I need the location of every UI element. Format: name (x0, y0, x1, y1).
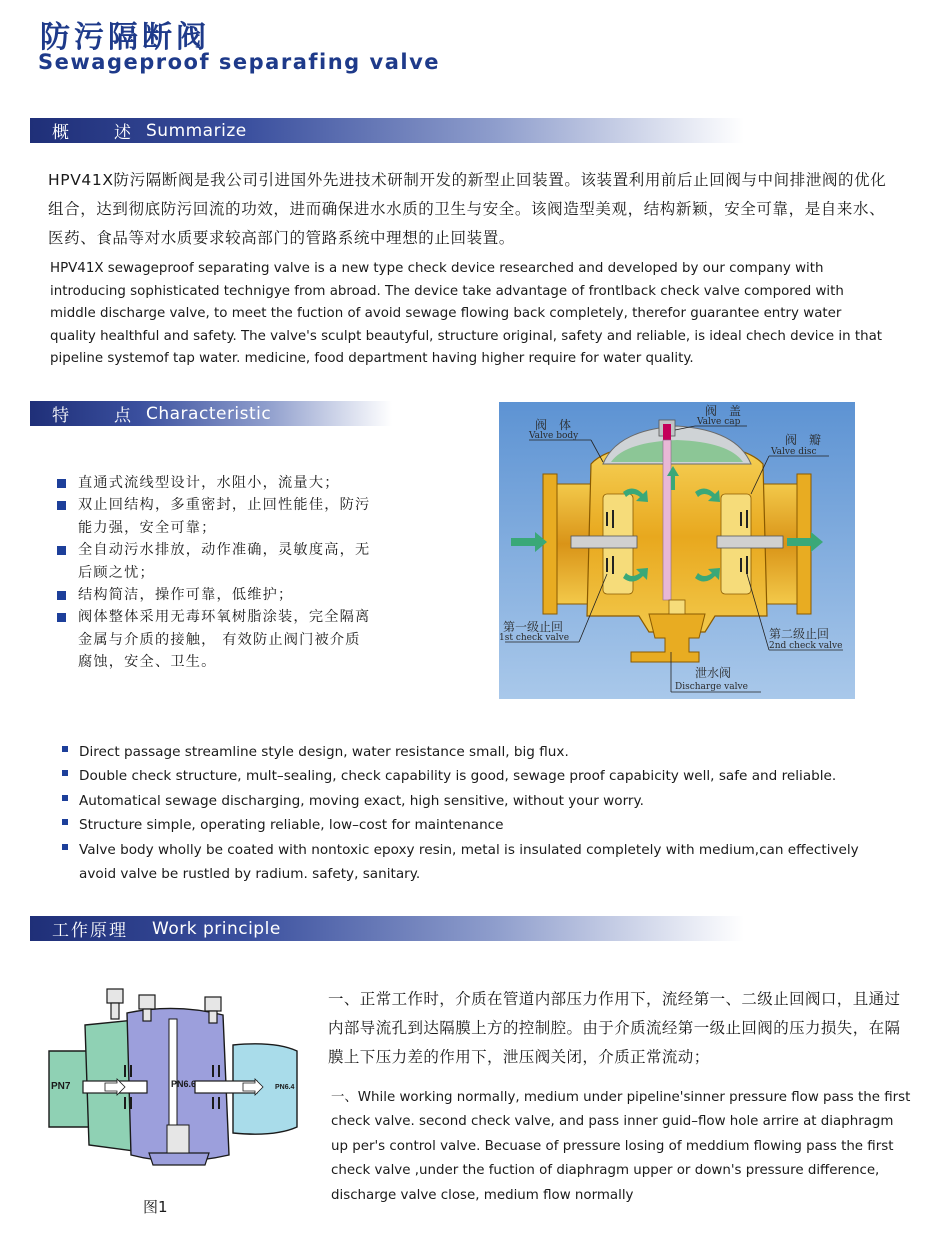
section-heading-en: Summarize (146, 120, 247, 141)
figure-1-valve-diagram (45, 985, 303, 1170)
valve-cross-section-diagram (499, 402, 855, 699)
section-heading-cn: 工作原理 (52, 921, 128, 941)
section-bar-summarize (30, 118, 744, 143)
page-title: 防污隔断阀 (40, 20, 210, 55)
feature-list-en (62, 740, 882, 886)
section-heading-cn: 概 述 (52, 123, 145, 143)
label-second-check-en: 2nd check valve (769, 641, 843, 651)
section-bar-characteristic (30, 401, 392, 426)
summary-text-en: HPV41X sewageproof separating valve is a new type check device researched and developed by our company with introducing sophisticated technigye from abroad. The device take advantage of frontlback check valve compored with middle discharge valve, to meet the fuction of avoid sewage flowing back completely, therefor guarantee entry water quality healthful and safety. The valve's sculpt beautyful, structure original, safety and reliable, is ideal chech device in that pipeline systemof tap water. medicine, food department having higher require for water quality. (50, 261, 883, 367)
list-item: 全自动污水排放，动作准确，灵敏度高，无后顾之忧； (56, 539, 376, 584)
section-heading-en: Characteristic (146, 403, 272, 424)
list-item: 双止回结构，多重密封，止回性能佳，防污能力强，安全可靠； (56, 494, 376, 539)
list-item: Double check structure, mult–sealing, check capability is good, sewage proof capabicity well, safe and reliable. (62, 764, 882, 788)
feature-list-cn (56, 472, 376, 674)
list-item: Structure simple, operating reliable, low–cost for maintenance (62, 813, 882, 837)
section-heading-en: Work principle (152, 918, 281, 939)
label-valve-body-en: Valve body (529, 431, 579, 441)
list-item: Automatical sewage discharging, moving exact, high sensitive, without your worry. (62, 789, 882, 813)
label-pn7: PN7 (51, 1081, 71, 1092)
label-valve-cap-cn: 阀 盖 (705, 404, 742, 418)
label-pn6-4: PN6.4 (275, 1084, 295, 1091)
list-item: 直通式流线型设计，水阻小，流量大； (56, 472, 376, 494)
work-principle-text-en: 一、While working normally, medium under pipeline'sinner pressure flow pass the first check valve. second check valve, and pass inner guid–flow hole arrire at diaphragm up per's control valve. Becuase of pressure losing of meddium flowing pass the first check valve ,under the fuction of diaphragm upper or down's pressure difference, discharge valve close, medium flow normally (331, 1090, 911, 1203)
work-principle-text-cn: 一、正常工作时，介质在管道内部压力作用下，流经第一、二级止回阀口，且通过内部导流孔到达隔膜上方的控制腔。由于介质流经第一级止回阀的压力损失，在隔膜上下压力差的作用下，泄压阀关闭，介质正常流动； (328, 990, 901, 1066)
label-valve-disc-en: Valve disc (771, 447, 817, 457)
label-pn6-6: PN6.6 (171, 1079, 197, 1089)
page-subtitle: Sewageproof separafing valve (38, 50, 440, 74)
list-item: 阀体整体采用无毒环氧树脂涂装，完全隔离金属与介质的接触， 有效防止阀门被介质腐蚀，安全、卫生。 (56, 606, 376, 673)
label-valve-body-cn: 阀 体 (535, 418, 572, 432)
list-item: Direct passage streamline style design, water resistance small, big flux. (62, 740, 882, 764)
section-bar-work-principle (30, 916, 744, 941)
label-first-check-en: 1st check valve (499, 633, 570, 643)
label-first-check-cn: 第一级止回 (503, 620, 564, 634)
label-discharge-en: Discharge valve (675, 682, 748, 692)
list-item: Valve body wholly be coated with nontoxic epoxy resin, metal is insulated completely with medium,can effectively avoid valve be rustled by radium. safety, sanitary. (62, 838, 882, 887)
summary-text-cn: HPV41X防污隔断阀是我公司引进国外先进技术研制开发的新型止回装置。该装置利用前后止回阀与中间排泄阀的优化组合，达到彻底防污回流的功效，进而确保进水水质的卫生与安全。该阀造型美观，结构新颖，安全可靠，是自来水、医药、食品等对水质要求较高部门的管路系统中理想的止回装置。 (48, 171, 887, 247)
label-discharge-cn: 泄水阀 (695, 666, 732, 680)
label-second-check-cn: 第二级止回 (769, 627, 830, 641)
list-item: 结构简洁，操作可靠，低维护； (56, 584, 376, 606)
section-heading-cn: 特 点 (52, 406, 145, 426)
figure-caption: 图1 (143, 1198, 168, 1216)
label-valve-disc-cn: 阀 瓣 (785, 433, 822, 447)
label-valve-cap-en: Valve cap (697, 417, 741, 427)
